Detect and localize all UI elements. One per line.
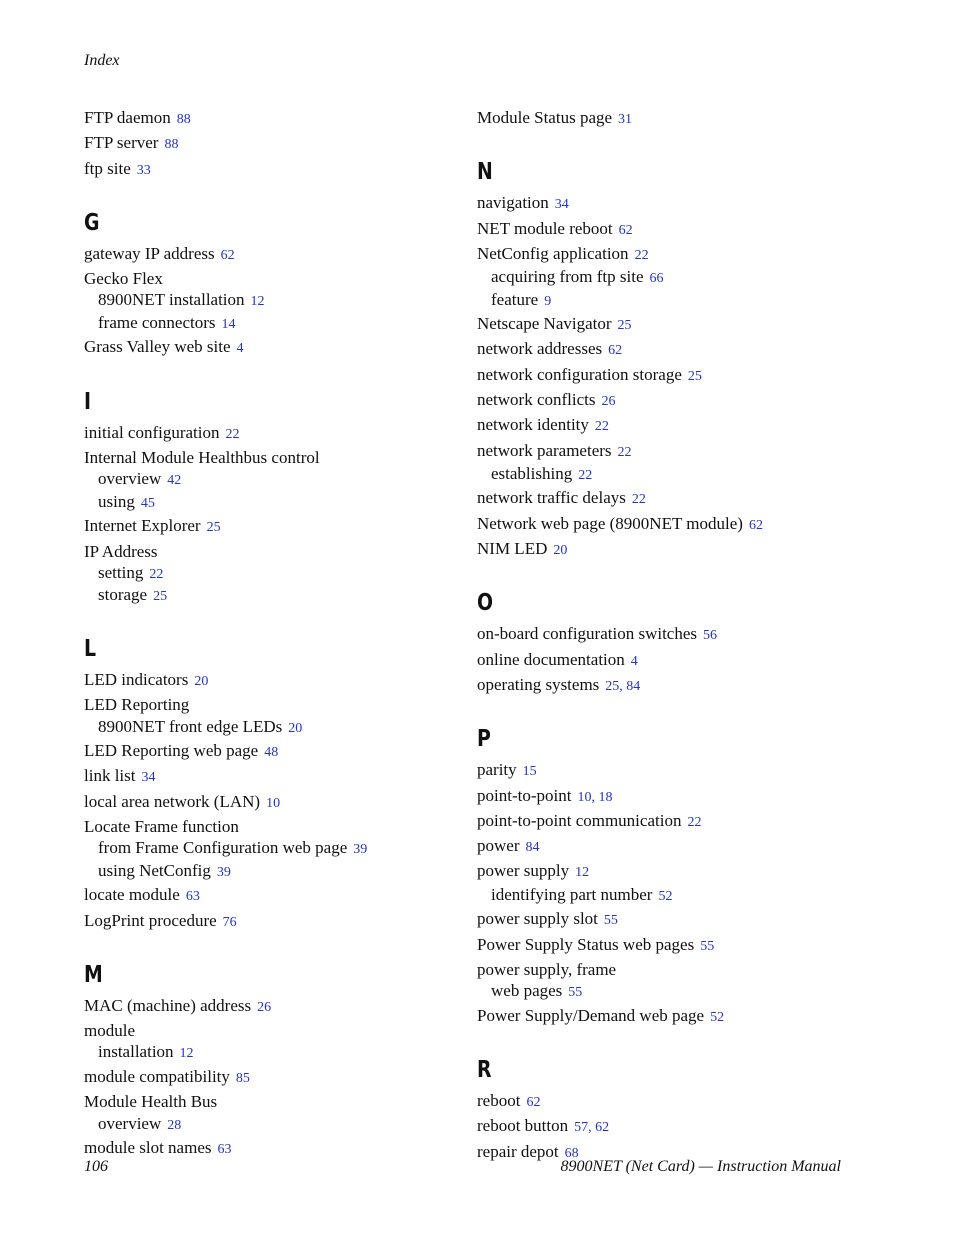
page-link[interactable]: 34 xyxy=(141,770,156,786)
page-link[interactable]: 22 xyxy=(149,566,164,582)
entry-term: point-to-point communication xyxy=(477,810,682,830)
index-subentry xyxy=(477,981,857,1004)
index-subentry xyxy=(84,1042,444,1065)
page-refs xyxy=(577,790,612,805)
index-entry xyxy=(84,739,444,764)
index-entry xyxy=(477,337,857,362)
page-separator: , xyxy=(591,789,599,805)
entry-term: using NetConfig xyxy=(98,860,211,880)
entry-term: MAC (machine) address xyxy=(84,995,252,1015)
page-refs xyxy=(525,840,539,855)
page-refs xyxy=(568,985,582,1000)
page-refs xyxy=(264,745,278,760)
entry-term: Power Supply/Demand web page xyxy=(477,1005,705,1025)
page-link[interactable]: 12 xyxy=(250,294,265,310)
page-refs xyxy=(164,137,178,152)
entry-term: network traffic delays xyxy=(477,488,626,508)
page-link[interactable]: 56 xyxy=(703,628,717,644)
page-link[interactable]: 39 xyxy=(216,864,231,880)
index-entry xyxy=(477,242,857,267)
index-subentry xyxy=(84,717,444,740)
page-link[interactable]: 45 xyxy=(140,495,155,511)
page-refs xyxy=(353,842,367,857)
section-letter: O xyxy=(477,590,494,617)
entry-term: Internal Module Healthbus control xyxy=(84,448,320,468)
entry-term: NIM LED xyxy=(477,539,548,559)
running-header: Index xyxy=(84,52,120,69)
index-section xyxy=(84,106,444,182)
index-subentry xyxy=(84,563,444,586)
entry-term: NetConfig application xyxy=(477,243,629,263)
entry-term: installation xyxy=(98,1042,174,1062)
index-section xyxy=(84,389,444,608)
entry-term: operating systems xyxy=(477,674,600,694)
entry-term: power supply slot xyxy=(477,909,598,929)
page-refs xyxy=(604,913,618,928)
index-entry xyxy=(477,933,857,958)
entry-term: overview xyxy=(98,1113,162,1133)
page-link[interactable]: 62 xyxy=(595,1120,610,1136)
index-subentry xyxy=(84,838,444,861)
entry-term: power supply xyxy=(477,861,570,881)
page-refs xyxy=(618,318,632,333)
index-entry xyxy=(477,907,857,932)
page-link[interactable]: 25 xyxy=(617,318,632,334)
index-entry xyxy=(477,673,857,698)
entry-term: NET module reboot xyxy=(477,218,613,238)
section-letter: M xyxy=(84,961,103,988)
entry-term: network parameters xyxy=(477,440,612,460)
entry-term: module compatibility xyxy=(84,1066,230,1086)
index-section xyxy=(477,726,857,1029)
page-link[interactable]: 39 xyxy=(353,842,368,858)
page-refs xyxy=(288,721,302,736)
entry-term: identifying part number xyxy=(491,884,653,904)
entry-term: power supply, frame xyxy=(477,959,617,979)
page-link[interactable]: 33 xyxy=(136,162,151,178)
index-entry xyxy=(477,1004,857,1029)
page-link[interactable]: 14 xyxy=(221,316,236,332)
index-entry xyxy=(477,1089,857,1114)
page-refs xyxy=(194,674,208,689)
page-refs xyxy=(153,589,167,604)
page-refs xyxy=(618,112,632,127)
index-subentry xyxy=(477,267,857,290)
index-entry xyxy=(477,363,857,388)
index-entry xyxy=(477,809,857,834)
entry-term: link list xyxy=(84,766,136,786)
page-refs xyxy=(217,865,231,880)
index-subentry xyxy=(477,885,857,908)
page-link[interactable]: 63 xyxy=(217,1142,232,1158)
index-entry xyxy=(477,834,857,859)
entry-term: IP Address xyxy=(84,541,158,561)
entry-term: overview xyxy=(98,469,162,489)
page-link[interactable]: 22 xyxy=(634,247,649,263)
section-letter: G xyxy=(84,209,100,236)
index-entry xyxy=(84,131,444,156)
index-entry xyxy=(477,312,857,337)
entry-term: point-to-point xyxy=(477,785,572,805)
page-link[interactable]: 22 xyxy=(225,426,240,442)
page-link[interactable]: 25 xyxy=(206,520,221,536)
index-entry xyxy=(477,191,857,216)
page-refs xyxy=(635,248,649,263)
page-refs xyxy=(221,248,235,263)
entry-term: Network web page (8900NET module) xyxy=(477,513,743,533)
page-refs xyxy=(631,654,638,669)
page-link[interactable]: 22 xyxy=(617,444,632,460)
entry-term: ftp site xyxy=(84,158,131,178)
page-refs xyxy=(222,317,236,332)
index-subentry xyxy=(84,1114,444,1137)
page-refs xyxy=(602,394,616,409)
entry-term: navigation xyxy=(477,193,549,213)
page-link[interactable]: 55 xyxy=(568,985,583,1001)
entry-term: module slot names xyxy=(84,1138,212,1158)
index-entry xyxy=(477,758,857,783)
index-section xyxy=(84,962,444,1161)
entry-term: network identity xyxy=(477,415,589,435)
index-entry xyxy=(84,540,444,563)
page-link[interactable]: 26 xyxy=(257,999,272,1015)
index-entry xyxy=(84,242,444,267)
page-refs xyxy=(544,294,551,309)
index-entry xyxy=(84,1090,444,1113)
index-entry xyxy=(477,859,857,884)
section-letter: P xyxy=(477,726,491,753)
page-link[interactable]: 20 xyxy=(553,543,568,559)
page-refs xyxy=(578,468,592,483)
index-section xyxy=(477,106,857,131)
section-letter: L xyxy=(84,635,97,662)
index-subentry xyxy=(84,313,444,336)
index-subentry xyxy=(84,861,444,884)
entry-term: power xyxy=(477,836,520,856)
page-refs xyxy=(595,419,609,434)
index-entry xyxy=(84,421,444,446)
page-refs xyxy=(632,492,646,507)
page-link[interactable]: 52 xyxy=(658,888,673,904)
page-link[interactable]: 4 xyxy=(236,341,244,357)
index-entry xyxy=(84,514,444,539)
page-refs xyxy=(605,679,640,694)
index-entry xyxy=(84,815,444,838)
page-link[interactable]: 55 xyxy=(700,938,715,954)
index-section xyxy=(477,159,857,562)
entry-term: locate module xyxy=(84,885,180,905)
index-subentry xyxy=(84,585,444,608)
entry-term: Internet Explorer xyxy=(84,516,201,536)
index-section xyxy=(84,210,444,361)
page-link[interactable]: 12 xyxy=(575,865,590,881)
entry-term: from Frame Configuration web page xyxy=(98,838,348,858)
index-entry xyxy=(477,622,857,647)
page-refs xyxy=(555,197,569,212)
index-subentry xyxy=(477,290,857,313)
index-entry xyxy=(477,388,857,413)
page-link[interactable]: 55 xyxy=(603,913,618,929)
page-refs xyxy=(553,543,567,558)
page-link[interactable]: 76 xyxy=(222,914,237,930)
page-refs xyxy=(266,796,280,811)
page-link[interactable]: 20 xyxy=(288,720,303,736)
entry-term: Netscape Navigator xyxy=(477,314,612,334)
entry-term: reboot button xyxy=(477,1116,569,1136)
page-link[interactable]: 88 xyxy=(164,137,179,153)
page-link[interactable]: 4 xyxy=(630,653,638,669)
page-refs xyxy=(687,815,701,830)
index-entry xyxy=(84,909,444,934)
page-link[interactable]: 20 xyxy=(194,673,209,689)
entry-term: Power Supply Status web pages xyxy=(477,934,695,954)
page-refs xyxy=(237,341,244,356)
index-entry xyxy=(477,648,857,673)
index-entry xyxy=(84,267,444,290)
page-refs xyxy=(236,1071,250,1086)
index-entry xyxy=(477,784,857,809)
entry-term: LED Reporting web page xyxy=(84,741,259,761)
entry-term: using xyxy=(98,491,135,511)
index-section xyxy=(477,590,857,698)
index-entry xyxy=(477,512,857,537)
page-refs xyxy=(251,294,265,309)
index-entry xyxy=(84,994,444,1019)
page-link[interactable]: 22 xyxy=(594,419,609,435)
page-link[interactable]: 62 xyxy=(608,343,623,359)
index-entry xyxy=(84,883,444,908)
index-section xyxy=(84,636,444,934)
page-link[interactable]: 88 xyxy=(176,112,191,127)
index-subentry xyxy=(84,290,444,313)
page-link[interactable]: 25 xyxy=(605,678,620,694)
page-link[interactable]: 62 xyxy=(220,247,235,263)
page-refs xyxy=(688,369,702,384)
index-entry xyxy=(477,537,857,562)
page-refs xyxy=(149,567,163,582)
page-link[interactable]: 84 xyxy=(626,678,641,694)
entry-term: repair depot xyxy=(477,1141,559,1161)
page-link[interactable]: 62 xyxy=(526,1094,541,1110)
index-entry xyxy=(84,446,444,469)
page-link[interactable]: 26 xyxy=(601,394,616,410)
index-entry xyxy=(84,157,444,182)
page-link[interactable]: 10 xyxy=(577,789,592,805)
entry-term: LED indicators xyxy=(84,669,189,689)
entry-term: initial configuration xyxy=(84,422,220,442)
page-link[interactable]: 28 xyxy=(167,1117,182,1133)
page-link[interactable]: 9 xyxy=(544,293,552,309)
page-separator: , xyxy=(619,678,627,694)
entry-term: web pages xyxy=(491,981,563,1001)
page-link[interactable]: 25 xyxy=(153,589,168,605)
entry-term: network conflicts xyxy=(477,390,596,410)
entry-term: parity xyxy=(477,760,517,780)
entry-term: 8900NET front edge LEDs xyxy=(98,716,283,736)
page-refs xyxy=(141,496,155,511)
entry-term: Module Status page xyxy=(477,108,613,127)
page-link[interactable]: 62 xyxy=(618,222,633,238)
entry-term: Gecko Flex xyxy=(84,269,163,289)
page-refs xyxy=(710,1010,724,1025)
entry-term: frame connectors xyxy=(98,312,216,332)
index-entry xyxy=(84,693,444,716)
page-refs xyxy=(180,1046,194,1061)
page-refs xyxy=(207,520,221,535)
page-refs xyxy=(217,1142,231,1157)
index-subentry xyxy=(84,492,444,515)
entry-term: reboot xyxy=(477,1090,521,1110)
entry-term: acquiring from ftp site xyxy=(491,267,644,287)
index-entry xyxy=(477,413,857,438)
index-entry xyxy=(477,106,857,131)
entry-term: Grass Valley web site xyxy=(84,337,231,357)
page-separator: , xyxy=(588,1120,596,1136)
section-letter: N xyxy=(477,159,493,186)
page-link[interactable]: 62 xyxy=(748,517,763,533)
index-entry xyxy=(84,1065,444,1090)
manual-title: 8900NET (Net Card) — Instruction Manual xyxy=(560,1158,841,1175)
index-subentry xyxy=(84,469,444,492)
index-entry xyxy=(477,486,857,511)
page-link[interactable]: 57 xyxy=(574,1120,589,1136)
page-refs xyxy=(137,163,151,178)
page-link[interactable]: 34 xyxy=(554,197,569,213)
page-link[interactable]: 10 xyxy=(266,795,281,811)
index-entry xyxy=(84,790,444,815)
index-entry xyxy=(84,106,444,131)
entry-term: feature xyxy=(491,289,539,309)
entry-term: FTP server xyxy=(84,133,159,153)
page-refs xyxy=(186,889,200,904)
page-link[interactable]: 84 xyxy=(525,840,540,856)
page-link[interactable]: 66 xyxy=(649,271,664,287)
page-link[interactable]: 31 xyxy=(618,112,633,127)
page-link[interactable]: 22 xyxy=(578,467,593,483)
page-link[interactable]: 48 xyxy=(264,745,279,761)
page-link[interactable]: 12 xyxy=(179,1046,194,1062)
index-entry xyxy=(477,217,857,242)
page-refs xyxy=(526,1095,540,1110)
page-refs xyxy=(749,518,763,533)
index-entry xyxy=(477,439,857,464)
index-subentry xyxy=(477,464,857,487)
index-column-right xyxy=(477,106,857,1165)
page-link[interactable]: 15 xyxy=(522,764,537,780)
entry-term: online documentation xyxy=(477,649,625,669)
page-link[interactable]: 52 xyxy=(710,1009,725,1025)
page-refs xyxy=(167,1118,181,1133)
page-link[interactable]: 25 xyxy=(687,368,702,384)
page-link[interactable]: 42 xyxy=(167,473,182,489)
entry-term: setting xyxy=(98,562,144,582)
entry-term: 8900NET installation xyxy=(98,290,245,310)
page-refs xyxy=(618,445,632,460)
entry-term: network addresses xyxy=(477,339,603,359)
page-link[interactable]: 22 xyxy=(631,492,646,508)
entry-term: storage xyxy=(98,585,148,605)
page-refs xyxy=(650,271,664,286)
page-refs xyxy=(703,628,717,643)
entry-term: LED Reporting xyxy=(84,695,190,715)
entry-term: gateway IP address xyxy=(84,243,215,263)
entry-term: establishing xyxy=(491,463,573,483)
index-entry xyxy=(477,1114,857,1139)
entry-term: module xyxy=(84,1021,135,1041)
index-entry xyxy=(84,335,444,360)
index-entry xyxy=(84,1019,444,1042)
index-entry xyxy=(477,958,857,981)
index-entry xyxy=(84,764,444,789)
page-refs xyxy=(658,889,672,904)
page-refs xyxy=(167,473,181,488)
index-section xyxy=(477,1057,857,1165)
index-entry xyxy=(84,668,444,693)
page-refs xyxy=(177,112,191,127)
page-link[interactable]: 68 xyxy=(564,1145,579,1161)
entry-term: network configuration storage xyxy=(477,364,682,384)
page-refs xyxy=(141,770,155,785)
page-refs xyxy=(575,865,589,880)
page-refs xyxy=(608,343,622,358)
index-column-left xyxy=(84,106,444,1161)
page-refs xyxy=(223,915,237,930)
entry-term: FTP daemon xyxy=(84,108,171,127)
page-link[interactable]: 85 xyxy=(235,1070,250,1086)
page-refs xyxy=(700,939,714,954)
entry-term: Module Health Bus xyxy=(84,1092,218,1112)
entry-term: local area network (LAN) xyxy=(84,791,261,811)
entry-term: on-board configuration switches xyxy=(477,624,697,644)
page-link[interactable]: 22 xyxy=(687,814,702,830)
entry-term: Locate Frame function xyxy=(84,816,239,836)
page-refs xyxy=(226,427,240,442)
entry-term: LogPrint procedure xyxy=(84,910,217,930)
page-number: 106 xyxy=(84,1158,108,1175)
page-refs xyxy=(257,1000,271,1015)
section-letter: R xyxy=(477,1056,492,1083)
section-letter: I xyxy=(84,388,92,415)
page-refs xyxy=(619,223,633,238)
page-link[interactable]: 63 xyxy=(185,889,200,905)
page-refs xyxy=(523,764,537,779)
index-entry xyxy=(84,1136,444,1161)
page-link[interactable]: 18 xyxy=(598,789,613,805)
page-refs xyxy=(574,1120,609,1135)
